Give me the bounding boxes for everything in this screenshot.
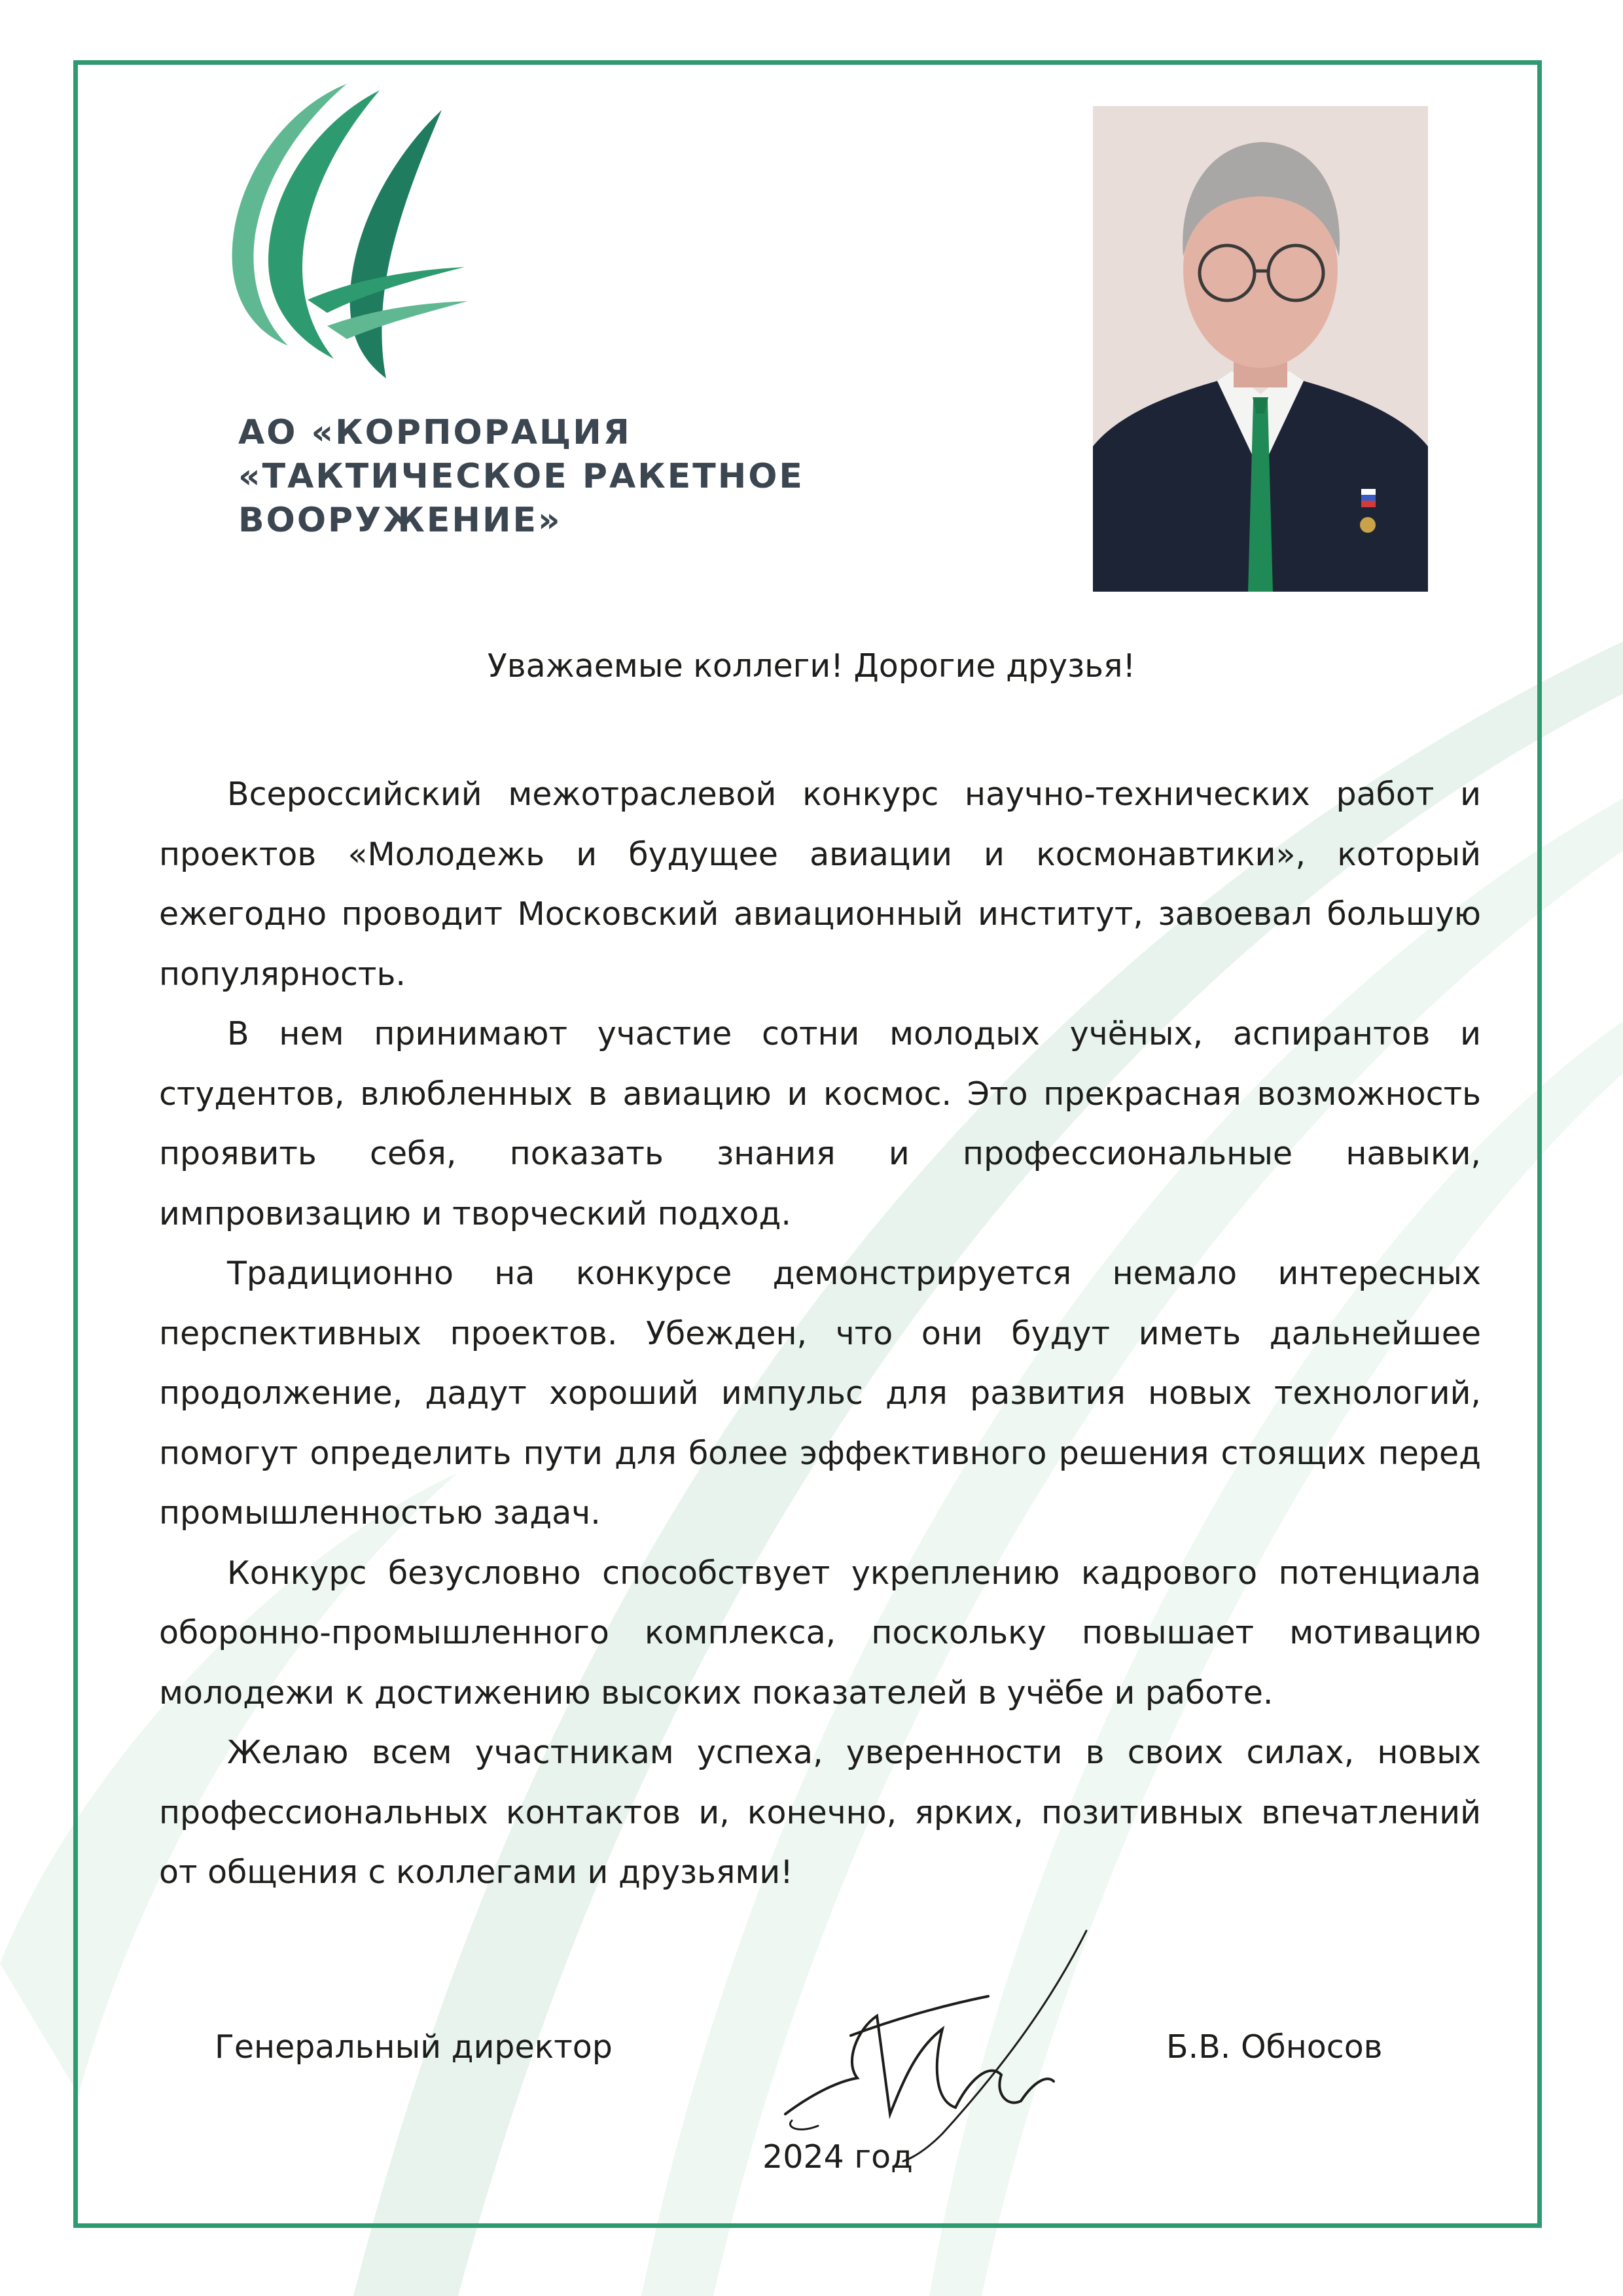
director-portrait-photo <box>1093 106 1428 592</box>
letter-year: 2024 год <box>762 2138 913 2176</box>
letter-paragraph-4: Конкурс безусловно способствует укреплению кадрового потенциала оборонно-промышленного комплекса, поскольку повышает мотивацию молодежи к достижению высоких показателей в учёбе и работе. <box>159 1554 1481 1712</box>
corporation-swoosh-logo-icon <box>229 84 471 378</box>
handwritten-signature-icon <box>772 1918 1113 2166</box>
letter-paragraph-3: Традиционно на конкурсе демонстрируется немало интересных перспективных проектов. Убежден, что они будут иметь дальнейшее продолжение, дадут хороший импульс для развития новых технологий, помогут определить пути для более эффективного решения стоящих перед промышленностью задач. <box>159 1255 1481 1532</box>
company-name-line-2: «ТАКТИЧЕСКОЕ РАКЕТНОЕ <box>238 457 804 496</box>
company-name-line-1: АО «КОРПОРАЦИЯ <box>238 413 632 452</box>
signatory-name: Б.В. Обносов <box>1166 2028 1383 2066</box>
company-name-line-3: ВООРУЖЕНИЕ» <box>238 501 562 540</box>
company-name <box>238 411 880 543</box>
letter-greeting: Уважаемые коллеги! Дорогие друзья! <box>487 647 1136 685</box>
letter-paragraph-2: В нем принимают участие сотни молодых учёных, аспирантов и студентов, влюбленных в авиацию и космос. Это прекрасная возможность проявить себя, показать знания и профессиональные навыки, импровизацию и творческий подход. <box>159 1015 1481 1232</box>
letter-paragraph-5: Желаю всем участникам успеха, уверенности в своих силах, новых профессиональных контактов и, конечно, ярких, позитивных впечатлений от общения с коллегами и друзьями! <box>159 1734 1481 1891</box>
letter-body <box>159 764 1481 1903</box>
signatory-title: Генеральный директор <box>215 2028 613 2066</box>
letter-paragraph-1: Всероссийский межотраслевой конкурс научно-технических работ и проектов «Молодежь и будущее авиации и космонавтики», который ежегодно проводит Московский авиационный институт, завоевал большую популярность. <box>159 776 1481 993</box>
